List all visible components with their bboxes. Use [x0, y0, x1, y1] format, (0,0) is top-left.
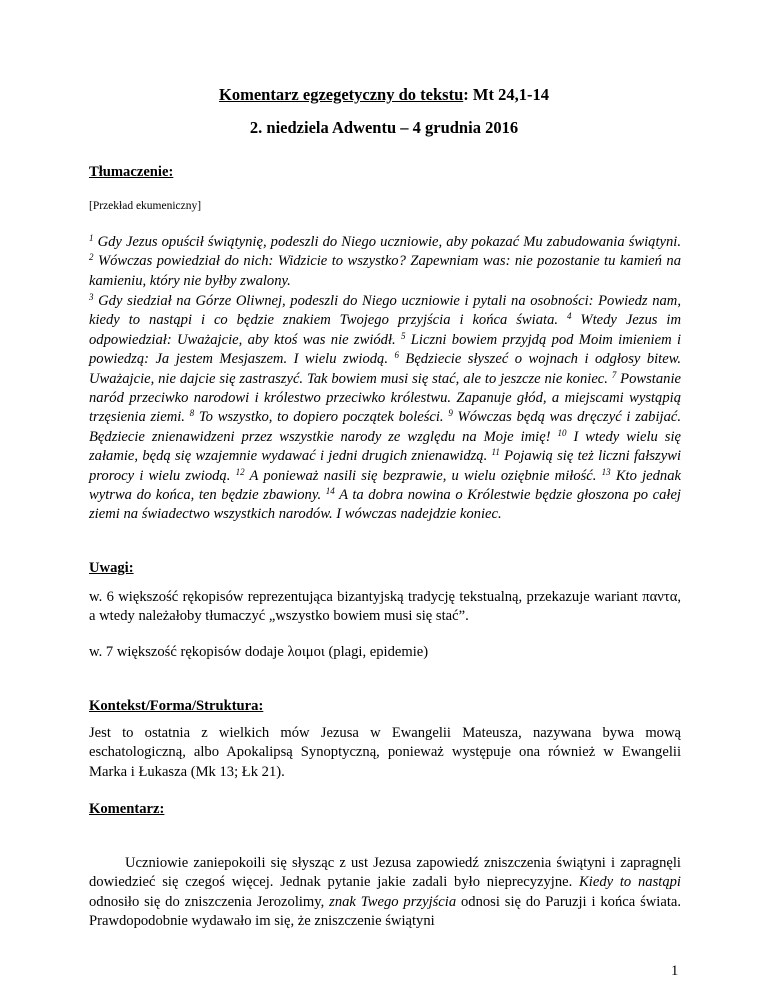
commentary-heading: Komentarz: — [89, 801, 165, 817]
verse-text: I wtedy wielu się załamie, będą się wzajemnie wydawać i jedni drugich znienawidzą. — [89, 428, 681, 465]
translation-paragraph-1 — [89, 233, 681, 291]
commentary-text: Uczniowie zaniepokoili się słysząc z ust Jezusa zapowiedź zniszczenia świątyni i zapragnęli dowiedzieć się czegoś więcej. Jednak pytanie jakie zadali było nieprecyzyjne. Kiedy to nastąpi odnosiło się do zniszczenia Jerozolimy, znak Twego przyjścia odnosi się do Paruzji i końca świata. Prawdopodobnie wydawało im się, że zniszczenie świątyni — [89, 855, 681, 930]
verse-number: 6 — [394, 350, 399, 361]
verse-number: 13 — [601, 466, 611, 477]
verse-number: 11 — [491, 447, 500, 458]
title-prefix: Komentarz egzegetyczny do tekstu — [219, 85, 464, 104]
verse-number: 1 — [89, 233, 94, 243]
verse-text: To wszystko, to dopiero początek boleści. — [194, 409, 449, 426]
title-reference: Mt 24,1-14 — [468, 85, 549, 104]
commentary-emphasis-2: znak Twego przyjścia — [329, 893, 457, 910]
translation-note: [Przekład ekumeniczny] — [89, 200, 202, 212]
translation-heading: Tłumaczenie: — [89, 164, 174, 180]
verse-text: Liczni bowiem przyjdą pod Moim imieniem i powiedzą: Ja jestem Mesjaszem. I wielu zwiodą. — [89, 331, 681, 368]
verse-number: 12 — [235, 466, 245, 477]
context-heading: Kontekst/Forma/Struktura: — [89, 698, 264, 714]
page-number: 1 — [671, 963, 679, 979]
verse-text: Wtedy Jezus im odpowiedział: Uważajcie, aby ktoś was nie zwiódł. — [89, 312, 681, 348]
verse-text: Gdy siedział na Górze Oliwnej, podeszli do Niego uczniowie i pytali na osobności: Powiedz nam, kiedy to nastąpi i co będzie znakiem Twojego przyjścia i końca świata. — [89, 293, 681, 329]
verse-text: Wówczas będą was dręczyć i zabijać. Będziecie znienawidzeni przez wszystkie narody ze względu na Moje imię! — [89, 409, 681, 445]
verse-text: Wówczas powiedział do nich: Widzicie to wszystko? Zapewniam was: nie pozostanie tu kamień na kamieniu, który nie byłby zwalony. — [89, 253, 681, 289]
verse-number: 4 — [566, 311, 572, 322]
document-subtitle: 2. niedziela Adwentu – 4 grudnia 2016 — [249, 118, 519, 137]
verse-number: 3 — [89, 292, 94, 302]
translation-paragraph-2 — [89, 292, 681, 525]
verse-number: 14 — [325, 486, 335, 497]
verse-number: 7 — [611, 369, 617, 380]
verse-number: 8 — [189, 408, 195, 419]
verse-text: A ponieważ nasili się bezprawie, u wielu oziębnie miłość. — [244, 467, 602, 484]
verse-text: A ta dobra nowina o Królestwie będzie głoszona po całej ziemi na świadectwo wszystkich narodów. I wówczas nadejdzie koniec. — [89, 487, 681, 523]
verse-text: Gdy Jezus opuścił świątynię, podeszli do Niego uczniowie, aby pokazać Mu zabudowania świątyni. — [93, 234, 681, 250]
verse-text: Powstanie naród przeciwko narodowi i królestwo przeciwko królestwu. Zapanuje głód, a miejscami wystąpią trzęsienia ziemi. — [89, 370, 681, 426]
verse-text: Kto jednak wytrwa do końca, ten będzie zbawiony. — [89, 467, 681, 504]
remark-2: w. 7 większość rękopisów dodaje λοιμοι (plagi, epidemie) — [89, 644, 429, 660]
remark-1: w. 6 większość rękopisów reprezentująca bizantyjską tradycję tekstualną, przekazuje wariant παντα, a wtedy należałoby tłumaczyć „wszystko bowiem musi się stać”. — [89, 589, 681, 625]
verse-number: 9 — [448, 408, 453, 419]
remarks-heading: Uwagi: — [89, 560, 134, 576]
verse-number: 10 — [557, 427, 567, 438]
context-text: Jest to ostatnia z wielkich mów Jezusa w Ewangelii Mateusza, nazywana bywa mową eschatologiczną, albo Apokalipsą Synoptyczną, ponieważ występuje ona również w Ewangelii Marka i Łukasza (Mk 13; Łk 21). — [89, 725, 681, 780]
verse-text: Będziecie słyszeć o wojnach i odgłosy bitew. Uważajcie, nie dajcie się zastraszyć. Tak bowiem musi się stać, ale to jeszcze nie koniec. — [89, 351, 681, 387]
verse-number: 2 — [89, 252, 94, 263]
document-title — [0, 85, 768, 105]
verse-number: 5 — [401, 330, 406, 341]
title-colon: : — [463, 85, 469, 104]
verse-text: Pojawią się też liczni fałszywi prorocy i wielu zwiodą. — [89, 448, 681, 484]
commentary-emphasis-1: Kiedy to nastąpi — [579, 874, 681, 891]
